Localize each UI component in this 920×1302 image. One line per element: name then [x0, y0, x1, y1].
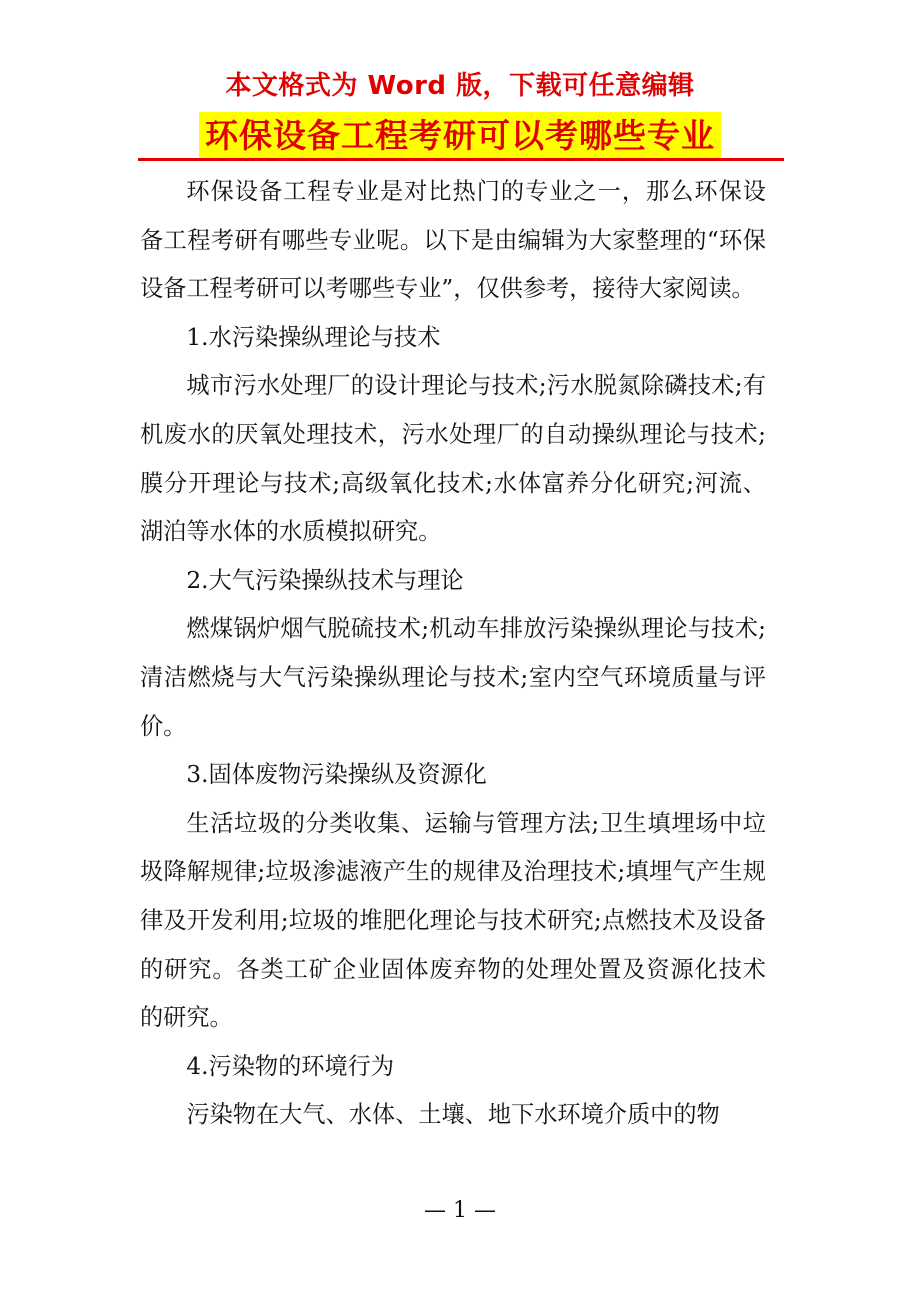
section-paragraph-3: 生活垃圾的分类收集、运输与管理方法;卫生填埋场中垃圾降解规律;垃圾渗滤液产生的规律及治理技术;填埋气产生规律及开发利用;垃圾的堆肥化理论与技术研究;点燃技术及设备的研究。各类工矿企业固体废弃物的处理处置及资源化技术的研究。	[140, 809, 766, 1032]
section-heading-1: 1.水污染操纵理论与技术	[186, 323, 441, 351]
document-body	[140, 168, 766, 1140]
intro-paragraph: 环保设备工程专业是对比热门的专业之一，那么环保设备工程考研有哪些专业呢。以下是由编辑为大家整理的“环保设备工程考研可以考哪些专业”，仅供参考，接待大家阅读。	[140, 178, 766, 303]
section-heading-3: 3.固体废物污染操纵及资源化	[186, 761, 487, 789]
page-number: — 1 —	[424, 1198, 496, 1223]
document-title: 环保设备工程考研可以考哪些专业	[199, 112, 721, 160]
section-heading-4: 4.污染物的环境行为	[186, 1052, 395, 1080]
section-heading-2: 2.大气污染操纵技术与理论	[186, 566, 464, 594]
title-underline-rule	[138, 158, 784, 161]
section-paragraph-1: 城市污水处理厂的设计理论与技术;污水脱氮除磷技术;有机废水的厌氧处理技术，污水处理厂的自动操纵理论与技术;膜分开理论与技术;高级氧化技术;水体富养分化研究;河流、湖泊等水体的水质模拟研究。	[140, 372, 766, 546]
title-container	[0, 112, 920, 160]
format-notice: 本文格式为 Word 版，下载可任意编辑	[225, 71, 695, 101]
section-paragraph-4: 污染物在大气、水体、土壤、地下水环境介质中的物	[186, 1101, 720, 1129]
section-paragraph-2: 燃煤锅炉烟气脱硫技术;机动车排放污染操纵理论与技术;清洁燃烧与大气污染操纵理论与技术;室内空气环境质量与评价。	[140, 615, 766, 740]
